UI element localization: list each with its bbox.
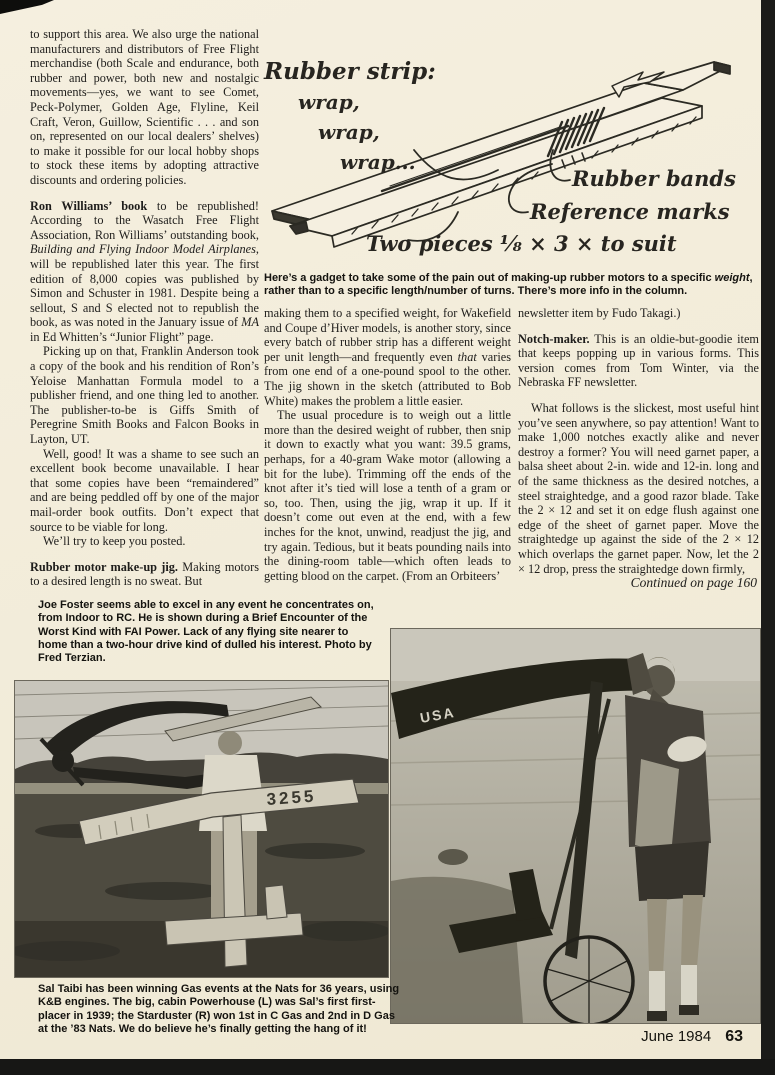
- paragraph-lead: Notch-maker.: [518, 331, 590, 346]
- paragraph-text: to be republished! According to the Wasatch Free Flight Association, Ron Williams’ outstanding book,: [30, 198, 259, 242]
- paragraph: What follows is the slickest, most useful hint you’ve seen anywhere, so pay attention! Want to make 1,000 notches exactly alike and never destroy a former? You will need garnet paper, a balsa sheet about 2-in. wide and 12-in. long and of the same thickness as the desired notches, a steel straightedge, and a good razor blade. Take the 2 × 12 and set it on edge flush against one edge of the sheet of garnet paper. Move the straightedge up against the side of the 2 × 12 which overlaps the garnet paper. Now, let the 2 × 12 drop, press the straightedge down firmly,: [518, 400, 759, 576]
- dark-grass-patch: [391, 877, 523, 1023]
- paragraph: Picking up on that, Franklin Anderson took a copy of the book and his rendition of Ron’s Yeloise Manhattan Formula model to a publisher friend, and one thing led to another. The publisher-to-be is Giffs Smith of Peregrine Smith Books and Falcon Books in Layton, UT.: [30, 344, 259, 447]
- scan-edge-right: [761, 0, 775, 1075]
- book-title: Building and Flying Indoor Model Airplanes: [30, 242, 256, 257]
- photo-caption-joe-foster: Joe Foster seems able to excel in any event he concentrates on, from Indoor to RC. He is shown during a Brief Encounter of the Worst Kind with FAI Power. Lack of any flying site nearer to home than a two-hour drive kind of dulled his interest. Photo by Fred Terzian.: [38, 599, 374, 665]
- diagram-label-rubber-bands: Rubber bands: [572, 166, 736, 191]
- diagram-caption: [264, 272, 758, 299]
- paragraph: The usual procedure is to weigh out a little more than the desired weight of rubber, then snip it down to exactly what you want: 39.5 grams, perhaps, for a 40-gram Wake motor (allowing a bit for the lube). Trimming off the ends of the knot after it’s tied will lose a tenth of a gram or so, too. Then, using the jig, wrap it up. If it doesn’t come out even at the end, with a few inches for the knot, unwind, readjust the jig, and try again. Tedious, but it beats pounding nails into the dining-room table—which often leads to getting blood on the carpet. (From an Orbiteers’: [264, 408, 511, 583]
- paragraph-lead: Rubber motor make-up jig.: [30, 559, 179, 574]
- diagram-label-wrap-1: wrap,: [298, 90, 360, 114]
- paragraph: [264, 306, 511, 408]
- paragraph: Well, good! It was a shame to see such an excellent book become unavailable. I hear that some copies have been “remaindered” and are being peddled off by one of the major mail-order book outfits. Don’t expect that source to be viable for long.: [30, 446, 259, 534]
- right-column: [518, 306, 759, 606]
- scan-corner-mark: [0, 0, 54, 14]
- paragraph-text: , will be republished later this year. The first edition of 8,000 copies was published by Simon and Schuster in 1981. Despite being a sellout, S and S elected not to republish the book, as was noted in the January issue of: [30, 242, 259, 330]
- footer-issue-date: June 1984: [641, 1028, 712, 1045]
- bush: [438, 849, 468, 865]
- paragraph: to support this area. We also urge the national manufacturers and distributors of Free Flight merchandise (both Scale and endurance, both rubber and power, both new and nostalgic movements—yes, we want to see Comet, Peck-Polymer, Golden Age, Flyline, Keil Craft, Veron, Guillow, Scientific . . . and son on, represented on our local dealers’ shelves) to make it possible for our local hobby shops to stock these items by adopting attractive discounts and ordering policies.: [30, 27, 259, 187]
- wing-marking-right-photo: USA: [418, 704, 457, 726]
- caption-italic: weight: [714, 272, 750, 284]
- diagram-label-rubber-strip: Rubber strip:: [264, 58, 436, 85]
- paragraph-text: Making motors to a desired length is no sweat. But: [30, 559, 259, 589]
- photo-joe-foster: [391, 629, 760, 1023]
- paragraph-text: in Ed Whitten’s “Junior Flight” page.: [30, 329, 214, 344]
- diagram-label-reference-marks: Reference marks: [530, 199, 730, 224]
- paragraph-lead: Ron Williams’ book: [30, 198, 148, 213]
- emphasis: that: [457, 349, 477, 364]
- photo-caption-sal-taibi: Sal Taibi has been winning Gas events at the Nats for 36 years, using K&B engines. The big, cabin Powerhouse (L) was Sal’s first first-placer in 1939; the Starduster (R) won 1st in C Gas and 2nd in D Gas at the ’83 Nats. We do believe he’s finally getting the hang of it!: [38, 983, 400, 1035]
- wing-marking-left-photo: 3255: [265, 786, 317, 809]
- paragraph: [30, 199, 259, 345]
- diagram-label-wrap-3: wrap...: [340, 150, 416, 174]
- magazine-abbrev: MA: [241, 315, 259, 330]
- paragraph: newsletter item by Fudo Takagi.): [518, 306, 681, 320]
- diagram-label-wrap-2: wrap,: [318, 120, 380, 144]
- scan-edge-bottom: [0, 1059, 775, 1075]
- paragraph: [518, 332, 759, 390]
- continued-on-page-note: Continued on page 160: [630, 575, 757, 591]
- paragraph-text: This is an oldie-but-goodie item that keeps popping up in various forms. This version comes from Tom Winter, via the Nebraska FF newsletter.: [518, 331, 759, 390]
- paragraph-text: varies from one end of a one-pound spool to the other. The jig shown in the sketch (attributed to Bob White) makes the problem a little easier.: [264, 349, 511, 408]
- page-footer: [641, 1028, 743, 1046]
- left-column: [30, 27, 259, 589]
- middle-column: [264, 306, 511, 598]
- footer-page-number: 63: [725, 1028, 743, 1045]
- photo-sal-taibi: [15, 681, 388, 977]
- caption-text: , rather than to a specific length/number of turns. There’s more info in the column.: [264, 272, 753, 298]
- paragraph-text: making them to a specified weight, for Wakefield and Coupe d’Hiver models, is another story, since every batch of rubber strip has a different weight per unit length—and frequently even: [264, 306, 511, 364]
- diagram-label-two-pieces: Two pieces ⅛ × 3 × to suit: [366, 231, 677, 256]
- paragraph: We’ll try to keep you posted.: [43, 534, 186, 549]
- jig-diagram: [262, 28, 760, 268]
- paragraph: [30, 560, 259, 589]
- caption-text: Here’s a gadget to take some of the pain out of making-up rubber motors to a specific: [264, 272, 715, 284]
